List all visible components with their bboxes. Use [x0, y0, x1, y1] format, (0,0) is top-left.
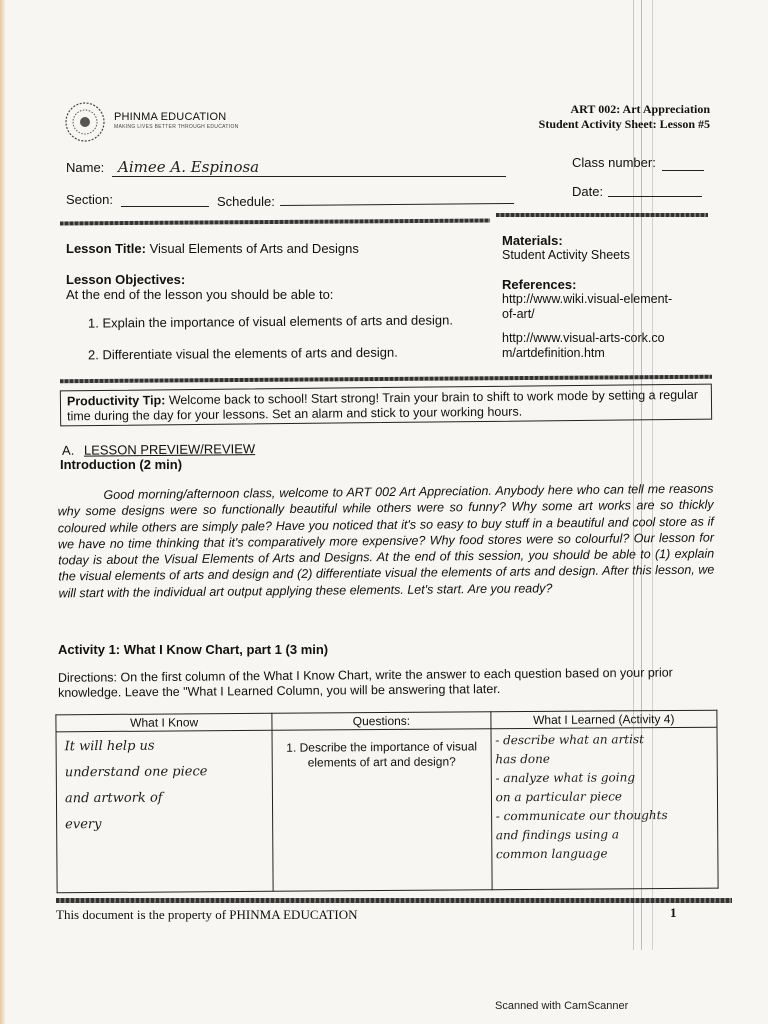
lesson-title-value: Visual Elements of Arts and Designs	[149, 241, 359, 256]
name-label: Name:	[66, 160, 105, 175]
tip-label: Productivity Tip:	[66, 393, 166, 409]
reference-link[interactable]: http://www.wiki.visual-element-of-art/	[502, 292, 673, 321]
name-value: Aimee A. Espinosa	[118, 158, 260, 176]
what-i-know-cell[interactable]	[56, 730, 274, 893]
handwritten-line: - communicate our thoughts	[495, 808, 668, 824]
chart-row	[56, 727, 718, 893]
column-header: What I Learned (Activity 4)	[491, 710, 717, 729]
handwritten-line: and artwork of	[64, 790, 163, 807]
lesson-title	[66, 241, 359, 256]
activity-1-heading: Activity 1: What I Know Chart, part 1 (3 min)	[58, 642, 329, 657]
question-cell: 1. Describe the importance of visual elements of art and design?	[272, 729, 491, 892]
section-a-heading	[62, 441, 255, 458]
schedule-label: Schedule:	[217, 194, 275, 209]
course-title: ART 002: Art Appreciation	[570, 102, 710, 116]
handwritten-line: has done	[495, 751, 550, 767]
objectives-heading: Lesson Objectives:	[66, 272, 186, 287]
property-notice: This document is the property of PHINMA EDUCATION	[56, 907, 358, 922]
handwritten-line: - analyze what is going	[495, 770, 636, 786]
introduction-text: Good morning/afternoon class, welcome to ART 002 Art Appreciation. Anybody here who can tell me reasons why some designs were so functionally beautiful while others were so funny? Why some art works are so thickly coloured while others are simply pale? Have you noticed that it's so easy to buy stuff in a beautiful and cool store as if we have no time thinking that it's comparatively more expensive? Why food stores were so colourful? Our lesson for today is about the Visual Elements of Arts and Designs. At the end of this session, you should be able to (1) explain the visual elements of arts and design and (2) differentiate visual the elements of arts and design. After this lesson, we will start with the individual art output applying these elements. Let's start. Are you ready?	[57, 481, 715, 601]
column-header: Questions:	[272, 712, 490, 731]
date-label: Date:	[572, 184, 604, 199]
section-title: LESSON PREVIEW/REVIEW	[83, 441, 256, 458]
section-letter: A.	[61, 442, 75, 458]
lesson-title-label: Lesson Title:	[66, 241, 146, 256]
handwritten-line: and findings using a	[495, 827, 620, 843]
divider	[60, 218, 490, 225]
handwritten-answer	[491, 728, 717, 865]
handwritten-answer	[57, 731, 273, 839]
handwritten-line: common language	[495, 846, 608, 862]
section-field[interactable]	[121, 192, 209, 207]
activity-sheet-title: Student Activity Sheet: Lesson #5	[538, 117, 710, 131]
name-field[interactable]	[112, 158, 506, 177]
handwritten-line: on a particular piece	[495, 789, 623, 805]
what-i-learned-cell[interactable]	[491, 727, 718, 890]
course-header	[539, 102, 710, 132]
reference-link[interactable]: http://www.visual-arts-cork.com/artdefinition.htm	[502, 331, 665, 360]
activity-1-directions: Directions: On the first column of the What I Know Chart, write the answer to each question based on your prior knowledge. Leave the "What I Learned Column, you will be answering that later.	[57, 665, 673, 700]
handwritten-line: every	[65, 816, 102, 833]
scan-edge	[0, 0, 6, 1024]
handwritten-line: - describe what an artist	[495, 732, 644, 748]
logo-subtitle: MAKING LIVES BETTER THROUGH EDUCATION	[114, 124, 239, 130]
tip-text: Welcome back to school! Start strong! Train your brain to shift to work mode by setting a regular time during the day for your lessons. Set an alarm and stick to your working hours.	[67, 387, 699, 424]
materials-heading: Materials:	[502, 233, 563, 248]
class-number-field[interactable]	[662, 156, 704, 171]
page-number: 1	[670, 905, 677, 920]
date-field[interactable]	[608, 182, 702, 197]
footer-divider	[56, 898, 732, 903]
objective-item: 2. Differentiate visual the elements of arts and design.	[87, 344, 398, 363]
camscanner-watermark: Scanned with CamScanner	[495, 1000, 629, 1012]
class-number-label: Class number:	[572, 155, 656, 170]
objective-item: 1. Explain the importance of visual elements of arts and design.	[87, 312, 453, 331]
logo-title: PHINMA EDUCATION	[114, 111, 227, 123]
phinma-logo-icon	[64, 101, 106, 143]
introduction-heading: Introduction (2 min)	[60, 457, 183, 472]
column-header: What I Know	[56, 713, 273, 732]
handwritten-line: It will help us	[64, 738, 155, 755]
productivity-tip-box	[60, 384, 712, 427]
references-heading: References:	[502, 277, 577, 292]
schedule-field[interactable]	[280, 189, 514, 206]
materials-value: Student Activity Sheets	[502, 248, 630, 262]
divider	[496, 213, 708, 217]
handwritten-line: understand one piece	[64, 764, 208, 781]
objectives-intro: At the end of the lesson you should be able to:	[66, 287, 334, 302]
divider	[60, 375, 712, 384]
what-i-know-chart	[55, 710, 718, 894]
section-label: Section:	[66, 192, 113, 207]
